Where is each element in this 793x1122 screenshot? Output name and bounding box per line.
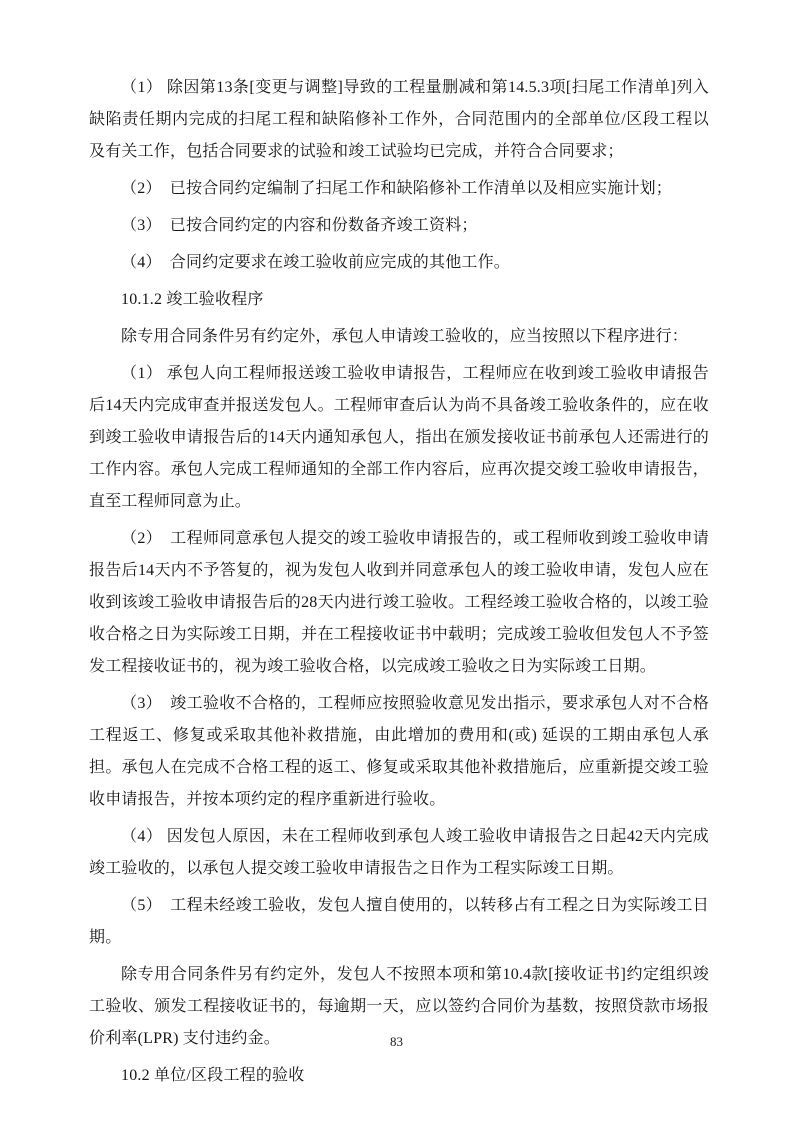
clause-completion-condition-2: （2） 已按合同约定编制了扫尾工作和缺陷修补工作清单以及相应实施计划； [121, 180, 673, 197]
page-number: 83 [390, 1034, 403, 1049]
clause-procedure-step-1: （1） 承包人向工程师报送竣工验收申请报告，工程师应在收到竣工验收申请报告后14天内完成审查并报送发包人。工程师审查后认为尚不具备竣工验收条件的，应在收到竣工验收申请报告后的14天内通知承包人，指出在颁发接收证书前承包人还需进行的工作内容。承包人完成工程师通知的全部工作内容后，应再次提交竣工验收申请报告，直至工程师同意为止。 [89, 365, 709, 510]
clause-procedure-intro: 除专用合同条件另有约定外，承包人申请竣工验收的，应当按照以下程序进行： [121, 328, 689, 345]
clause-penalty: 除专用合同条件另有约定外，发包人不按照本项和第10.4款[接收证书]约定组织竣工验收、颁发工程接收证书的，每逾期一天，应以签约合同价为基数，按照贷款市场报价利率(LPR) 支付违约金。 [89, 966, 709, 1047]
section-heading-10-2: 10.2 单位/区段工程的验收 [121, 1067, 305, 1084]
clause-procedure-step-5: （5） 工程未经竣工验收，发包人擅自使用的，以转移占有工程之日为实际竣工日期。 [89, 897, 709, 946]
clause-completion-condition-1: （1） 除因第13条[变更与调整]导致的工程量删减和第14.5.3项[扫尾工作清单]列入缺陷责任期内完成的扫尾工程和缺陷修补工作外，合同范围内的全部单位/区段工程以及有关工作，包括合同要求的试验和竣工试验均已完成，并符合合同要求； [89, 79, 709, 160]
section-heading-10-1-2: 10.1.2 竣工验收程序 [121, 291, 264, 308]
clause-completion-condition-3: （3） 已按合同约定的内容和份数备齐竣工资料； [121, 217, 478, 234]
clause-procedure-step-4: （4） 因发包人原因，未在工程师收到承包人竣工验收申请报告之日起42天内完成竣工验收的，以承包人提交竣工验收申请报告之日作为工程实际竣工日期。 [89, 828, 709, 877]
document-body [89, 72, 709, 1097]
clause-procedure-step-3: （3） 竣工验收不合格的，工程师应按照验收意见发出指示，要求承包人对不合格工程返工、修复或采取其他补救措施，由此增加的费用和(或) 延误的工期由承包人承担。承包人在完成不合格工程的返工、修复或采取其他补救措施后，应重新提交竣工验收申请报告，并按本项约定的程序重新进行验收。 [89, 695, 709, 808]
clause-completion-condition-4: （4） 合同约定要求在竣工验收前应完成的其他工作。 [121, 254, 511, 271]
clause-procedure-step-2: （2） 工程师同意承包人提交的竣工验收申请报告的，或工程师收到竣工验收申请报告后14天内不予答复的，视为发包人收到并同意承包人的竣工验收申请，发包人应在收到该竣工验收申请报告后的28天内进行竣工验收。工程经竣工验收合格的，以竣工验收合格之日为实际竣工日期，并在工程接收证书中载明；完成竣工验收但发包人不予签发工程接收证书的，视为竣工验收合格，以完成竣工验收之日为实际竣工日期。 [89, 530, 709, 675]
